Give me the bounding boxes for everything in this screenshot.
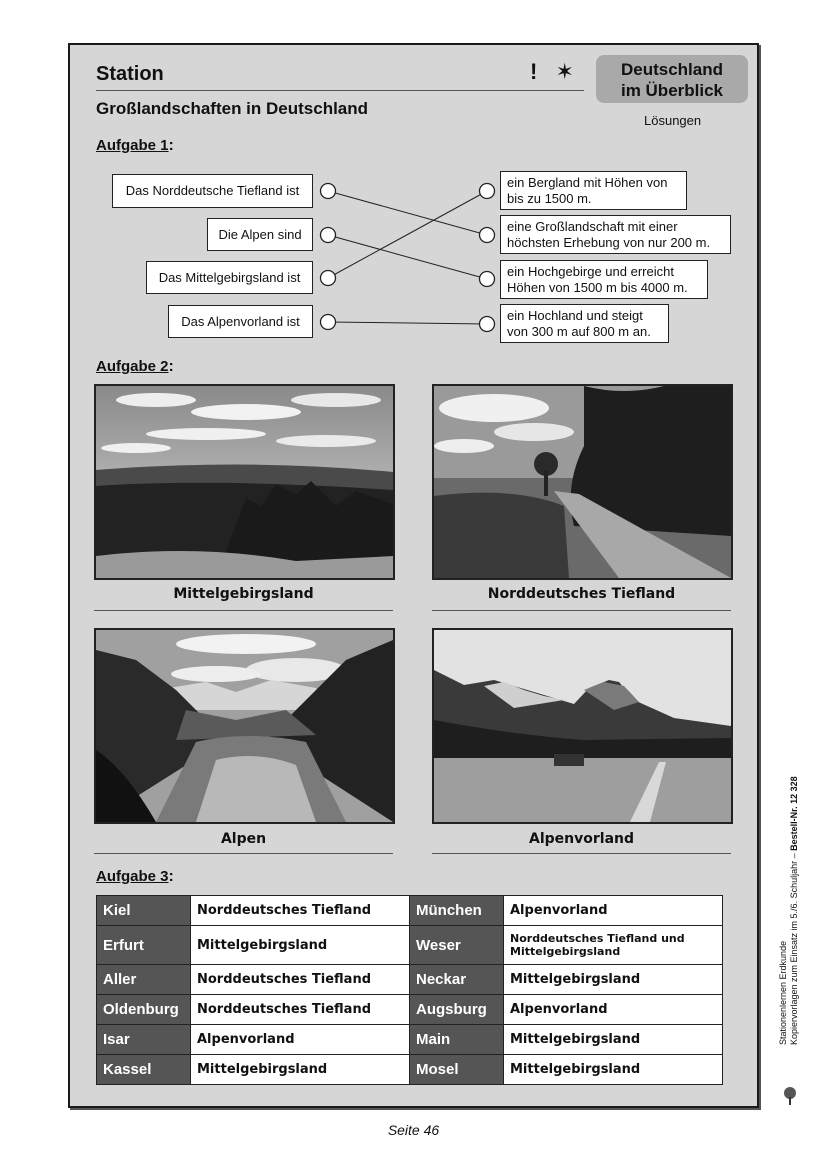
task1-heading: Aufgabe 1: [96,137,174,154]
task3-heading: Aufgabe 3: [96,868,174,885]
publisher-tree-icon [780,1086,800,1106]
left-circle-3 [321,271,336,286]
match-right-4-line2: von 300 m auf 800 m an. [507,323,651,339]
side-line-2 [789,725,800,1045]
side-line-1: Stationenlernen Erdkunde [778,940,788,1045]
table-row [97,926,723,965]
table-key: Isar [97,1025,191,1055]
worksheet [68,43,759,1108]
table-key: Main [410,1025,504,1055]
table-value: Mittelgebirgsland [191,1055,410,1085]
table-value: Mittelgebirgsland [191,926,410,965]
left-circle-2 [321,228,336,243]
caption-line-4 [432,853,731,854]
table-value: Mittelgebirgsland [504,965,723,995]
table-key: Oldenburg [97,995,191,1025]
solutions-label: Lösungen [644,113,702,128]
photo-alpen [94,628,395,824]
side-publisher-text [778,725,800,1045]
match-right-2-line2: höchsten Erhebung von nur 200 m. [507,234,711,250]
badge-line-2: im Überblick [620,81,724,100]
table-value: Alpenvorland [504,995,723,1025]
table-key: Neckar [410,965,504,995]
connector-2 [328,235,487,279]
match-right-3-line1: ein Hochgebirge und erreicht [507,263,674,279]
left-circle-1 [321,184,336,199]
table-row [97,1055,723,1085]
connector-1 [328,191,487,235]
table-value: Alpenvorland [504,896,723,926]
page-number: Seite 46 [387,1122,440,1138]
badge-line-1: Deutschland [620,60,724,79]
task3-label: Aufgabe 3 [96,868,169,885]
table-value: Mittelgebirgsland [504,1025,723,1055]
answer-table [96,895,723,1085]
photo-norddeutsches-tiefland [432,384,733,580]
match-left-1: Das Norddeutsche Tiefland ist [112,174,313,208]
table-key: München [410,896,504,926]
match-right-2-line1: eine Großlandschaft mit einer [507,218,678,234]
table-key: Augsburg [410,995,504,1025]
connector-3 [328,191,487,278]
difficulty-marks: ! ✶ [530,59,580,84]
table-key: Mosel [410,1055,504,1085]
caption-line-1 [94,610,393,611]
table-value: Norddeutsches Tiefland [191,896,410,926]
table-value: Norddeutsches Tiefland [191,995,410,1025]
match-right-3-line2: Höhen von 1500 m bis 4000 m. [507,279,688,295]
right-circle-4 [480,317,495,332]
match-left-2: Die Alpen sind [207,218,313,251]
connector-4 [328,322,487,324]
photo-mittelgebirgsland [94,384,395,580]
caption-1: Mittelgebirgsland [173,586,314,602]
right-circle-2 [480,228,495,243]
table-value: Mittelgebirgsland [504,1055,723,1085]
left-circle-4 [321,315,336,330]
task2-label: Aufgabe 2 [96,358,169,375]
table-key: Kiel [97,896,191,926]
match-right-1-line2: bis zu 1500 m. [507,190,592,206]
right-circle-3 [480,272,495,287]
matching-lines [70,45,757,365]
table-key: Erfurt [97,926,191,965]
caption-2: Norddeutsches Tiefland [487,586,676,602]
table-row [97,995,723,1025]
table-key: Aller [97,965,191,995]
table-value: Norddeutsches Tiefland und Mittelgebirgsland [504,926,723,965]
side-series: Kopiervorlagen zum Einsatz im 5./6. Schuljahr [789,860,799,1045]
page-title: Großlandschaften in Deutschland [96,99,369,118]
match-right-1-line1: ein Bergland mit Höhen von [507,174,668,190]
side-separator: – [789,853,799,859]
table-row [97,965,723,995]
table-value: Alpenvorland [191,1025,410,1055]
task1-label: Aufgabe 1 [96,137,169,154]
table-row [97,896,723,926]
caption-4: Alpenvorland [529,831,634,847]
match-left-3: Das Mittelgebirgsland ist [146,261,313,294]
table-value: Norddeutsches Tiefland [191,965,410,995]
task2-heading: Aufgabe 2: [96,358,174,375]
caption-line-3 [94,853,393,854]
right-circle-1 [480,184,495,199]
table-row [97,1025,723,1055]
table-key: Weser [410,926,504,965]
caption-line-2 [432,610,731,611]
caption-3: Alpen [220,831,267,847]
match-left-4: Das Alpenvorland ist [168,305,313,338]
table-key: Kassel [97,1055,191,1085]
side-order-number: Bestell-Nr. 12 328 [789,776,799,851]
station-label: Station [96,63,164,85]
photo-alpenvorland [432,628,733,824]
match-right-4-line1: ein Hochland und steigt [507,307,643,323]
